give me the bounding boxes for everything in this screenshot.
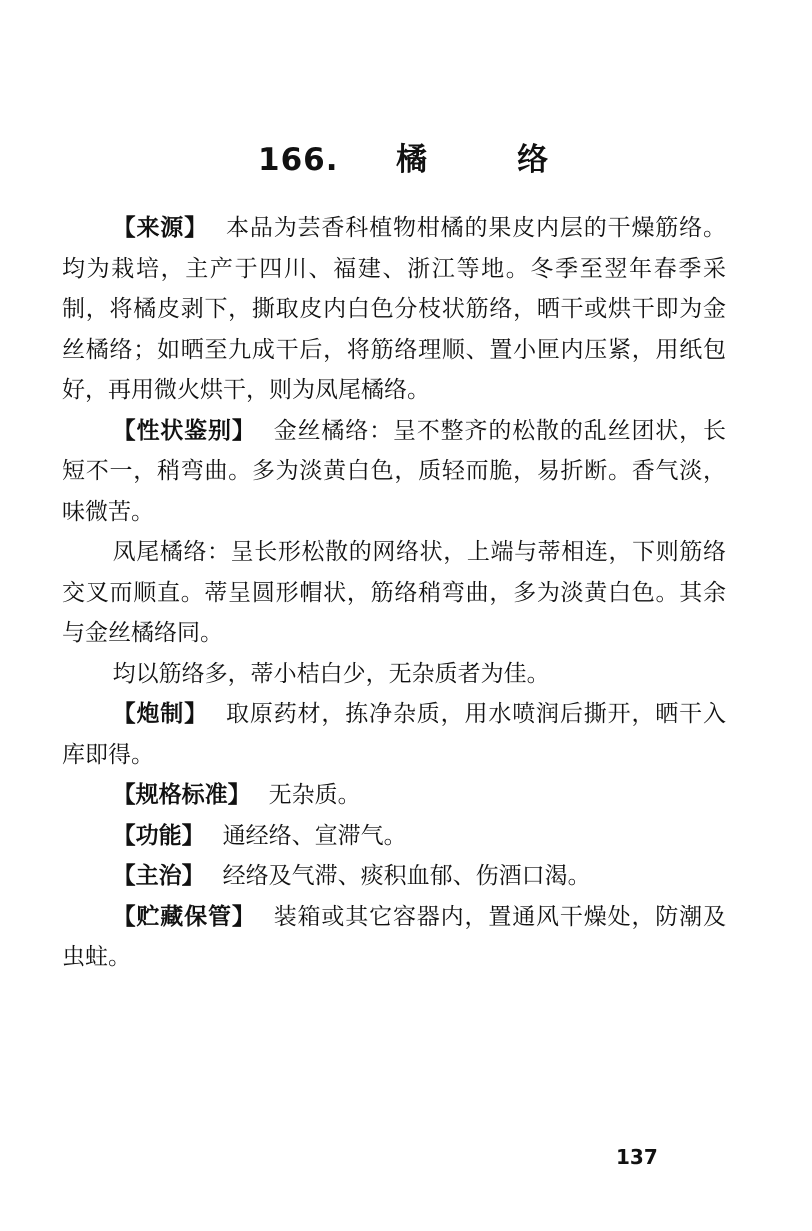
section-heading: 【规格标准】 [112, 782, 251, 808]
paragraph-phoenix-tail: 凤尾橘络：呈长形松散的网络状，上端与蒂相连，下则筋络交叉而顺直。蒂呈圆形帽状，筋络稍弯曲，多为淡黄白色。其余与金丝橘络同。 [62, 539, 726, 646]
section-text: 通经络、宣滞气。 [222, 822, 407, 849]
paragraph-quality-note: 均以筋络多，蒂小桔白少，无杂质者为佳。 [112, 660, 550, 687]
section-standard [62, 775, 726, 816]
section-heading: 【来源】 [112, 215, 208, 241]
section-heading: 【主治】 [112, 863, 205, 889]
section-identification [62, 411, 726, 533]
entry-title [258, 134, 638, 179]
section-text: 本品为芸香科植物柑橘的果皮内层的干燥筋络。均为栽培，主产于四川、福建、浙江等地。冬季至翌年春季采制，将橘皮剥下，撕取皮内白色分枝状筋络，晒干或烘干即为金丝橘络；如晒至九成干后，将筋络理顺、置小匣内压紧，用纸包好，再用微火烘干，则为凤尾橘络。 [62, 215, 727, 403]
section-source [62, 208, 726, 411]
section-text: 金丝橘络：呈不整齐的松散的乱丝团状，长短不一，稍弯曲。多为淡黄白色，质轻而脆，易折断。香气淡，味微苦。 [62, 417, 727, 525]
section-indication [62, 856, 726, 897]
section-text: 取原药材，拣净杂质，用水喷润后撕开，晒干入库即得。 [62, 701, 727, 768]
section-text: 经络及气滞、痰积血郁、伤酒口渴。 [222, 863, 591, 889]
section-processing [62, 694, 726, 775]
section-heading: 【炮制】 [112, 701, 208, 727]
section-heading: 【功能】 [112, 822, 205, 849]
page-number: 137 [616, 1145, 658, 1169]
section-text: 无杂质。 [268, 782, 361, 808]
section-storage [62, 897, 726, 978]
entry-number: 166. [258, 142, 339, 178]
section-text: 装箱或其它容器内，置通风干燥处，防潮及虫蛀。 [62, 903, 727, 970]
section-heading: 【性状鉴别】 [112, 417, 256, 444]
entry-body [62, 208, 726, 978]
section-function [62, 816, 726, 857]
section-heading: 【贮藏保管】 [112, 903, 256, 930]
entry-name: 橘络 [396, 142, 639, 178]
